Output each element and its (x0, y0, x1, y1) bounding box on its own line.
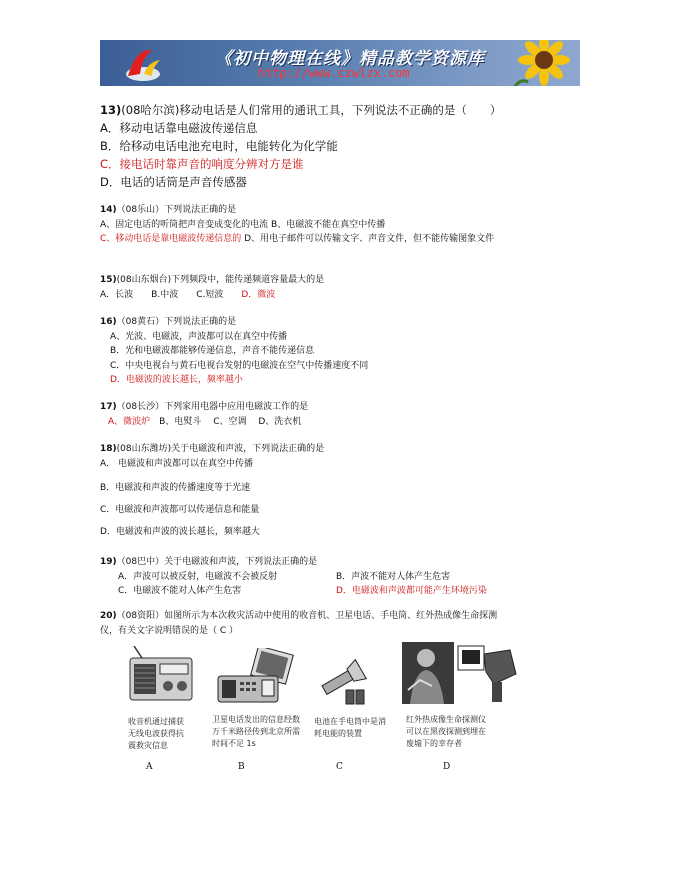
q14-option-cd (100, 232, 494, 247)
q13-option-c: C．接电话时靠声音的响度分辨对方是谁 (100, 157, 304, 171)
q20-label-c: C (336, 762, 343, 772)
sunflower-icon (510, 40, 574, 86)
q18-option-d: D．电磁波和声波的波长越长，频率越大 (100, 527, 260, 537)
q19-options-ab (100, 570, 487, 585)
thermal-imager-icon (400, 640, 520, 706)
q16-option-d: D．电磁波的波长越长，频率越小 (110, 375, 243, 385)
q18-stem (100, 442, 324, 457)
q16-number: 16) (100, 317, 117, 327)
q20-stem-text: （08资阳）如图所示为本次救灾活动中使用的收音机、卫星电话、手电筒、红外热成像生命探测 (116, 611, 498, 621)
q17-number: 17) (100, 402, 117, 412)
q20-number: 20) (100, 611, 117, 621)
q20-stem-line1 (100, 609, 497, 624)
header-url[interactable]: http://www.czwlzx.com (258, 66, 410, 80)
question-16 (100, 315, 368, 388)
q15-option-d: D．微波 (241, 289, 276, 300)
header-title: 《初中物理在线》精品教学资源库 (215, 49, 485, 69)
q14-number: 14) (100, 205, 117, 215)
q19-number: 19) (100, 557, 117, 567)
flashlight-icon (318, 654, 370, 706)
q18-option-b: B．电磁波和声波的传播速度等于光速 (100, 483, 251, 493)
q16-stem-text: （08黄石）下列说法正确的是 (116, 317, 237, 327)
q16-stem (100, 315, 368, 330)
q19-option-a: A．声波可以被反射，电磁波不会被反射 (118, 571, 278, 582)
q14-stem-text: （08乐山）下列说法正确的是 (116, 205, 237, 215)
q14-option-ab: A、固定电话的听筒把声音变成变化的电流 B、电磁波不能在真空中传播 (100, 219, 386, 230)
q17-stem (100, 400, 308, 415)
q19-stem-text: （08巴中）关于电磁波和声波，下列说法正确的是 (116, 557, 318, 567)
q15-option-abc: A．长波 B.中波 C.短波 (100, 289, 242, 300)
q17-stem-text: （08长沙）下列家用电器中应用电磁波工作的是 (116, 402, 309, 412)
satellite-phone-icon (214, 648, 298, 708)
q20-caption-d: 红外热成像生命探测仪可以在黑夜探测到埋在废墟下的幸存者 (406, 715, 486, 748)
q15-stem (100, 273, 324, 288)
q20-answer: C (219, 626, 227, 636)
question-15 (100, 273, 324, 302)
q20-caption-c: 电池在手电筒中是消耗电能的装置 (314, 717, 386, 738)
q20-label-b: B (238, 762, 245, 772)
q19-option-b: B．声波不能对人体产生危害 (336, 571, 451, 582)
q20-label-a: A (146, 762, 153, 772)
q20-caption-b: 卫星电话发出的信息经数万千米路径传到北京所需时间不足 1s (212, 715, 300, 748)
question-19 (100, 555, 487, 599)
q16-option-c: C．中央电视台与黄石电视台发射的电磁波在空气中传播速度不同 (110, 360, 369, 371)
q18-stem-text: (08山东潍坊)关于电磁波和声波，下列说法正确的是 (116, 444, 325, 454)
q20-stem-line2 (100, 624, 497, 639)
q15-stem-text: (08山东烟台)下列频段中，能传递频道容量最大的是 (116, 275, 325, 285)
site-logo-icon (122, 44, 164, 84)
q15-options (100, 288, 324, 303)
q18-number: 18) (100, 444, 117, 454)
q19-option-d: D．电磁波和声波都可能产生环境污染 (336, 586, 487, 596)
q17-option-a: A、微波炉 (108, 416, 151, 427)
q20-figure (100, 640, 580, 780)
q20-caption-a: 收音机通过捕获无线电波获得抗震救灾信息 (128, 717, 184, 750)
q14-stem (100, 203, 494, 218)
q19-option-c: C．电磁波不能对人体产生危害 (118, 586, 242, 596)
q13-option-d: D．电话的话筒是声音传感器 (100, 175, 247, 189)
question-17 (100, 400, 308, 429)
q14-option-d: D、用电子邮件可以传输文字、声音文件，但不能传输图象文件 (241, 234, 495, 244)
q14-option-c: C、移动电话是靠电磁波传递信息的 (100, 234, 242, 244)
q19-options-cd (100, 584, 487, 599)
q16-option-a: A、光波、电磁波，声波都可以在真空中传播 (110, 331, 288, 342)
q15-number: 15) (100, 275, 117, 285)
q13-option-b: B．给移动电话电池充电时，电能转化为化学能 (100, 139, 338, 153)
q17-option-bcd: B、电熨斗 C、空调 D、洗衣机 (150, 416, 302, 427)
q13-number: 13) (100, 103, 122, 117)
question-14 (100, 203, 494, 247)
q18-option-c: C．电磁波和声波都可以传递信息和能量 (100, 505, 260, 515)
q20-stem-post: ） (226, 626, 239, 636)
q13-stem-text: (08哈尔滨)移动电话是人们常用的通讯工具，下列说法不正确的是（ ） (121, 103, 502, 117)
q19-stem (100, 555, 487, 570)
q13-option-a: A．移动电话靠电磁波传递信息 (100, 121, 258, 135)
q13-stem (100, 101, 501, 119)
radio-icon (128, 646, 196, 704)
question-18 (100, 442, 324, 543)
question-13 (100, 101, 501, 191)
q20-stem-pre: 仪，有关文字说明错误的是（ (100, 626, 220, 636)
q20-label-d: D (443, 762, 451, 772)
q17-options (100, 415, 308, 430)
q16-option-b: B．光和电磁波都能够传递信息，声音不能传递信息 (110, 346, 315, 356)
header-banner (100, 40, 580, 86)
q18-option-a: A． 电磁波和声波都可以在真空中传播 (100, 458, 254, 469)
question-20 (100, 609, 497, 639)
